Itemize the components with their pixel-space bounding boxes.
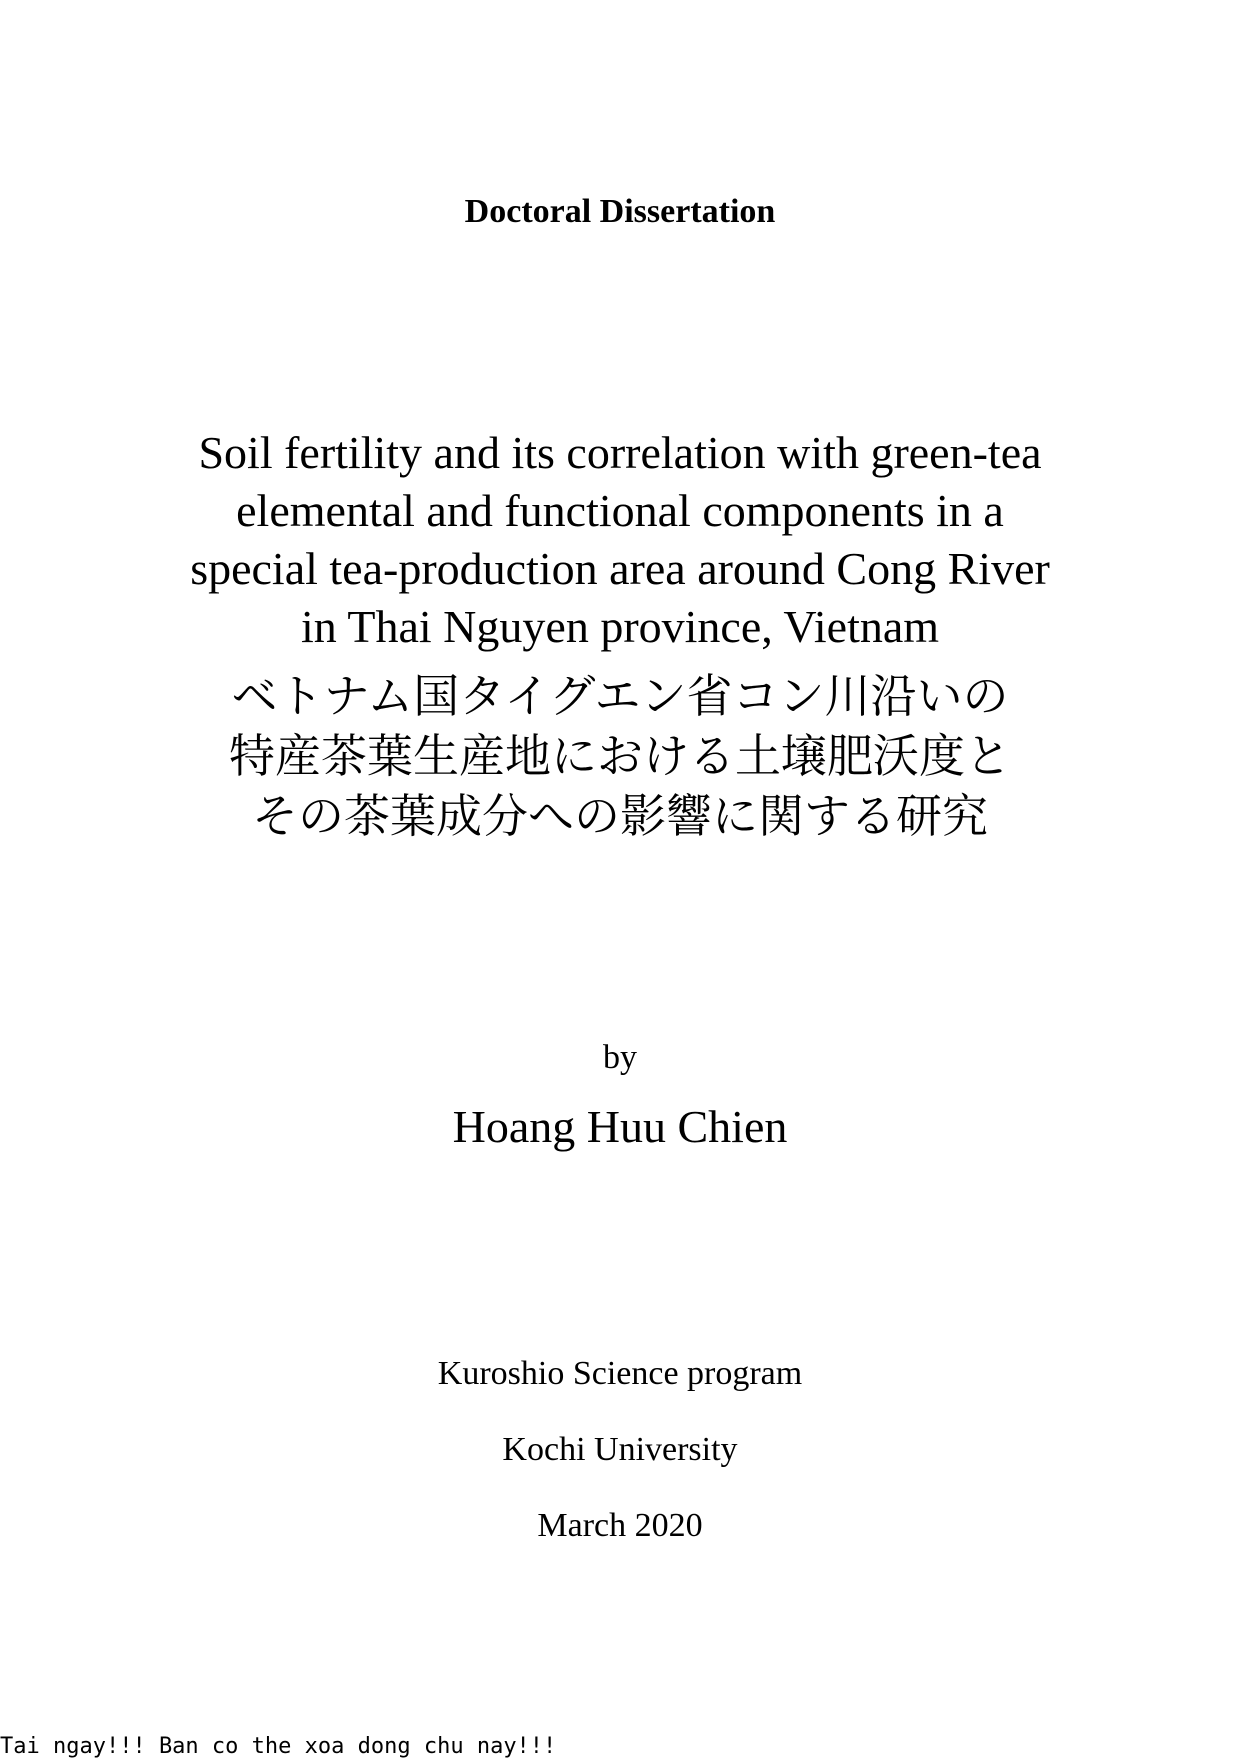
japanese-title-line-3: その茶葉成分への影響に関する研究 [252,789,988,843]
japanese-title-line-1: ベトナム国タイグエン省コン川沿いの [231,669,1009,723]
english-title-line-4: in Thai Nguyen province, Vietnam [300,601,940,652]
author-name: Hoang Huu Chien [452,1101,788,1152]
footer-note: Tai ngay!!! Ban co the xoa dong chu nay!!! [0,1734,557,1759]
english-title-line-1: Soil fertility and its correlation with green-tea [198,427,1042,478]
english-title [0,424,1240,656]
document-type-heading: Doctoral Dissertation [464,193,776,230]
by-label: by [603,1039,637,1076]
english-title-line-3: special tea-production area around Cong River [190,543,1050,594]
japanese-title-line-2: 特産茶葉生産地における土壌肥沃度と [229,729,1011,783]
submission-date: March 2020 [537,1507,703,1544]
japanese-title [0,666,1240,846]
english-title-line-2: elemental and functional components in a [236,485,1004,536]
university-name: Kochi University [502,1431,738,1468]
program-name: Kuroshio Science program [437,1355,803,1392]
